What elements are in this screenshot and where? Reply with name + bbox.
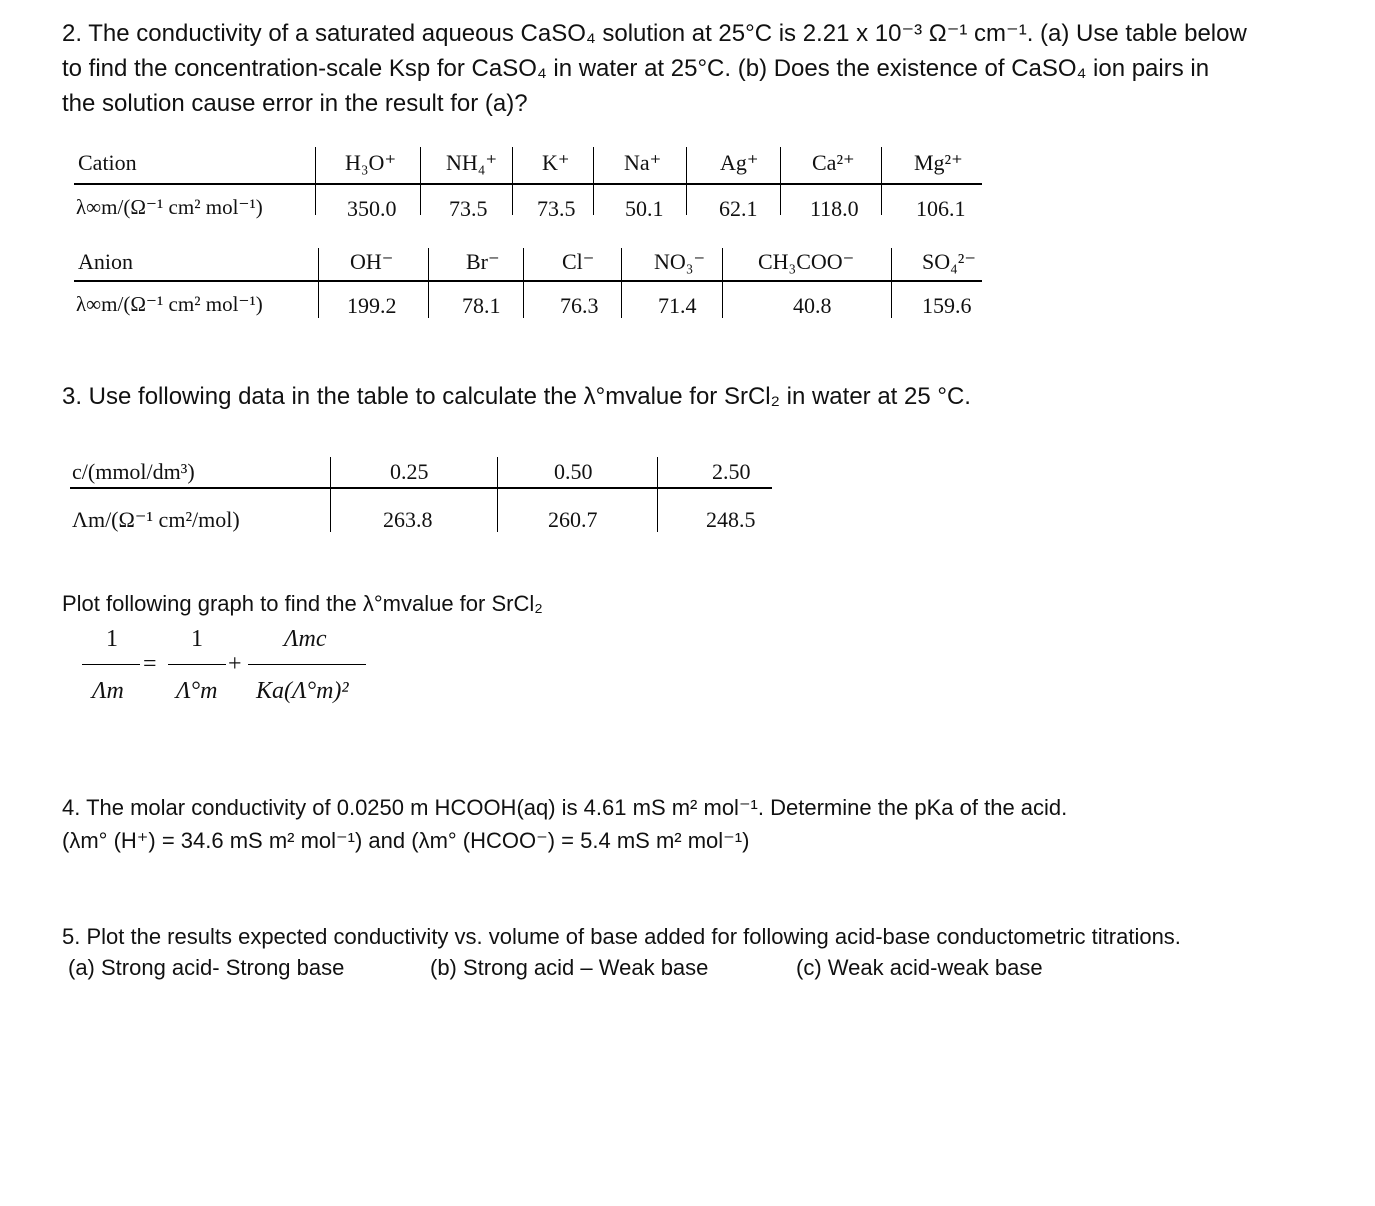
cation-value: 50.1 (625, 196, 664, 221)
option-a: (a) Strong acid- Strong base (68, 955, 345, 980)
term1-numerator: 1 (191, 626, 203, 652)
anion-value: 71.4 (658, 293, 697, 318)
lhs-fraction-bar (82, 664, 140, 665)
anion-ion: CH₃COO⁻ (758, 249, 855, 274)
plot-instruction-text: Plot following graph to find the λ°mvalue for SrCl₂ (62, 591, 543, 616)
cation-ion: Ag⁺ (720, 150, 759, 175)
anion-ion: Br⁻ (466, 249, 500, 274)
conductivity-value: 248.5 (706, 507, 756, 532)
anion-ion: Cl⁻ (562, 249, 595, 274)
question-5-line-1: 5. Plot the results expected conductivity vs. volume of base added for following acid-base conductometric titrations. (62, 924, 1181, 949)
anion-value: 76.3 (560, 293, 599, 318)
question-2-line-3: the solution cause error in the result for (a)? (62, 90, 528, 117)
conductivity-value: 260.7 (548, 507, 598, 532)
anion-units: λ∞m/(Ω⁻¹ cm² mol⁻¹) (76, 292, 263, 316)
cation-value: 73.5 (537, 196, 576, 221)
cation-ion: NH₄⁺ (446, 150, 498, 175)
cation-units: λ∞m/(Ω⁻¹ cm² mol⁻¹) (76, 195, 263, 219)
question-3-text: 3. Use following data in the table to calculate the λ°mvalue for SrCl₂ in water at 25 °C. (62, 383, 971, 410)
term2-numerator: Λmc (284, 626, 327, 652)
cation-value: 350.0 (347, 196, 397, 221)
anion-ion: OH⁻ (350, 249, 394, 274)
molar-conductivity-label: Λm/(Ω⁻¹ cm²/mol) (72, 507, 240, 532)
cation-ion: Na⁺ (624, 150, 662, 175)
cation-value: 73.5 (449, 196, 488, 221)
cation-ion: K⁺ (542, 150, 570, 175)
cation-ion: Ca²⁺ (812, 150, 855, 175)
cation-ion: Mg²⁺ (914, 150, 963, 175)
anion-value: 199.2 (347, 293, 397, 318)
term2-denominator: Ka(Λ°m)² (256, 678, 349, 704)
question-2-line-2: to find the concentration-scale Ksp for CaSO₄ in water at 25°C. (b) Does the existence of CaSO₄ ion pairs in (62, 55, 1210, 82)
concentration-value: 2.50 (712, 459, 751, 484)
question-2-line-1: 2. The conductivity of a saturated aqueous CaSO₄ solution at 25°C is 2.21 x 10⁻³ Ω⁻¹ cm⁻¹. (a) Use table below (62, 20, 1247, 47)
conductivity-value: 263.8 (383, 507, 433, 532)
anion-ion: NO₃⁻ (654, 249, 706, 274)
option-b: (b) Strong acid – Weak base (430, 955, 709, 980)
equals-sign: = (143, 651, 157, 677)
cation-header: Cation (78, 150, 137, 175)
option-c: (c) Weak acid-weak base (796, 955, 1043, 980)
term1-denominator: Λ°m (176, 678, 218, 704)
anion-header: Anion (78, 249, 133, 274)
anion-value: 78.1 (462, 293, 501, 318)
anion-value: 40.8 (793, 293, 832, 318)
term1-fraction-bar (168, 664, 226, 665)
concentration-value: 0.25 (390, 459, 429, 484)
question-4-line-1: 4. The molar conductivity of 0.0250 m HCOOH(aq) is 4.61 mS m² mol⁻¹. Determine the pKa of the acid. (62, 795, 1068, 820)
question-4-line-2: (λm° (H⁺) = 34.6 mS m² mol⁻¹) and (λm° (HCOO⁻) = 5.4 mS m² mol⁻¹) (62, 828, 750, 853)
concentration-label: c/(mmol/dm³) (72, 459, 195, 484)
lhs-numerator: 1 (106, 626, 118, 652)
cation-value: 106.1 (916, 196, 966, 221)
anion-value: 159.6 (922, 293, 972, 318)
cation-ion: H₃O⁺ (345, 150, 397, 175)
concentration-value: 0.50 (554, 459, 593, 484)
cation-value: 62.1 (719, 196, 758, 221)
term2-fraction-bar (248, 664, 366, 665)
lhs-denominator: Λm (92, 678, 124, 704)
question-5 (62, 921, 1181, 952)
cation-value: 118.0 (810, 196, 859, 221)
anion-ion: SO₄²⁻ (922, 249, 977, 274)
plus-sign: + (228, 651, 242, 677)
question-4 (62, 791, 1067, 857)
